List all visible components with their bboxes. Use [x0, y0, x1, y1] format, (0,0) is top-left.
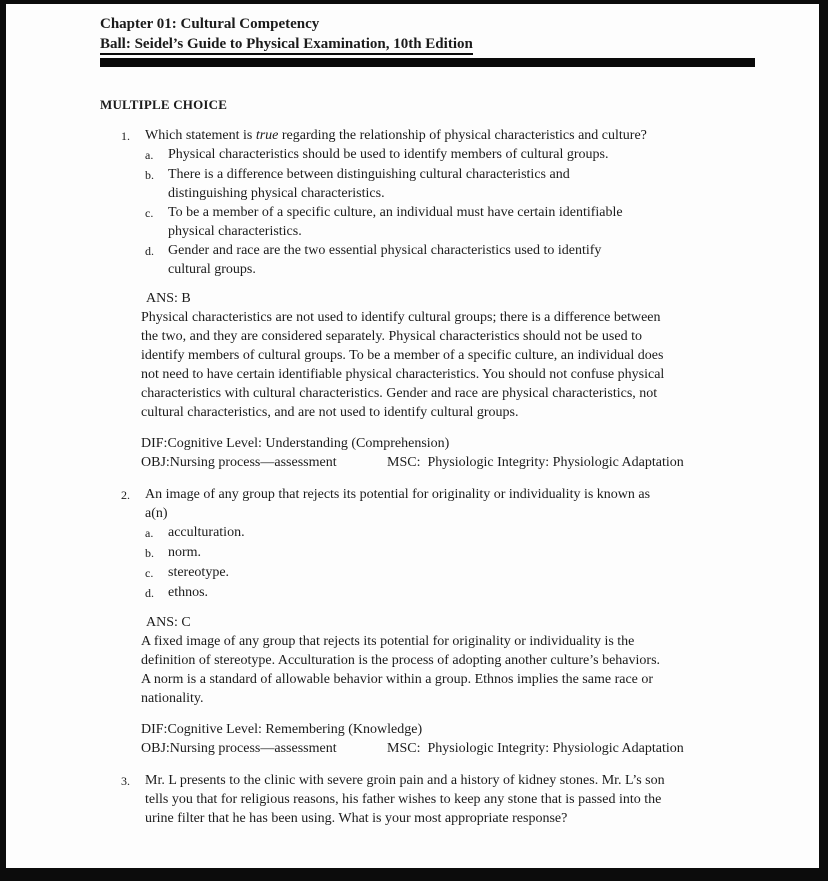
rationale-line: definition of stereotype. Acculturation is the process of adopting another culture’s behaviors. — [141, 653, 661, 668]
dif-line: DIF:Cognitive Level: Remembering (Knowledge) — [141, 722, 423, 737]
page-header — [100, 14, 819, 67]
obj-msc-line — [141, 739, 757, 758]
answer-block — [141, 289, 757, 422]
obj-value: OBJ:Nursing process—assessment — [141, 455, 337, 470]
rationale-line: Physical characteristics are not used to identify cultural groups; there is a difference between — [141, 310, 661, 325]
option-letter: b. — [145, 168, 154, 182]
question-1 — [100, 126, 819, 472]
option-letter: a. — [145, 148, 154, 162]
rationale-line: nationality. — [141, 691, 204, 706]
question-metadata — [141, 720, 757, 758]
answer-label: ANS: C — [146, 615, 191, 630]
prompt-line: Mr. L presents to the clinic with severe groin pain and a history of kidney stones. Mr. L’s son — [145, 773, 665, 788]
rationale-line: cultural characteristics, and are not used to identify cultural groups. — [141, 405, 519, 420]
obj-value: OBJ:Nursing process—assessment — [141, 741, 337, 756]
option-text: Physical characteristics should be used to identify members of cultural groups. — [168, 147, 609, 162]
header-rule — [100, 58, 755, 67]
option-letter: c. — [145, 566, 154, 580]
option-line: To be a member of a specific culture, an individual must have certain identifiable — [168, 205, 623, 220]
rationale-text — [141, 632, 741, 708]
question-number: 3. — [121, 774, 130, 788]
option-line: cultural groups. — [168, 262, 256, 277]
question-text — [145, 126, 757, 145]
question-2 — [100, 485, 819, 758]
section-heading: MULTIPLE CHOICE — [100, 97, 228, 112]
answer-option-c — [145, 203, 757, 241]
answer-option-d — [145, 583, 757, 603]
option-line: physical characteristics. — [168, 224, 302, 239]
prompt-line: a(n) — [145, 506, 168, 521]
msc-value: MSC: Physiologic Integrity: Physiologic Adaptation — [387, 455, 684, 470]
question-body — [145, 771, 757, 828]
rationale-line: A norm is a standard of allowable behavior within a group. Ethnos implies the same race or — [141, 672, 654, 687]
question-body — [141, 126, 757, 472]
question-number: 1. — [121, 129, 130, 143]
chapter-title: Chapter 01: Cultural Competency — [100, 16, 320, 32]
option-letter: c. — [145, 206, 154, 220]
answer-option-b — [145, 165, 757, 203]
prompt-line: An image of any group that rejects its potential for originality or individuality is known as — [145, 487, 651, 502]
rationale-line: characteristics with cultural characteristics. Gender and race are physical characteristics, not — [141, 386, 658, 401]
option-text: norm. — [168, 545, 202, 560]
option-text — [168, 241, 688, 279]
answer-option-c — [145, 563, 757, 583]
option-text — [168, 203, 688, 241]
obj-msc-line — [141, 453, 757, 472]
answer-option-b — [145, 543, 757, 563]
answer-option-d — [145, 241, 757, 279]
question-body — [141, 485, 757, 758]
option-line: Gender and race are the two essential physical characteristics used to identify — [168, 243, 602, 258]
question-metadata — [141, 434, 757, 472]
msc-value: MSC: Physiologic Integrity: Physiologic Adaptation — [387, 741, 684, 756]
question-3 — [100, 771, 819, 828]
question-number: 2. — [121, 488, 130, 502]
rationale-line: identify members of cultural groups. To be a member of a specific culture, an individual does — [141, 348, 664, 363]
question-text — [145, 771, 757, 828]
answer-options — [145, 523, 757, 603]
option-line: There is a difference between distinguishing cultural characteristics and — [168, 167, 570, 182]
rationale-text — [141, 308, 741, 422]
answer-option-a — [145, 145, 757, 165]
answer-options — [145, 145, 757, 279]
question-text — [145, 485, 757, 523]
option-letter: b. — [145, 546, 154, 560]
page-content — [6, 4, 819, 828]
book-title: Ball: Seidel’s Guide to Physical Examination, 10th Edition — [100, 35, 473, 55]
option-text: ethnos. — [168, 585, 209, 600]
rationale-line: not need to have certain identifiable physical characteristics. You should not confuse physical — [141, 367, 665, 382]
answer-block — [141, 613, 757, 708]
prompt-italic-text: true — [255, 128, 279, 143]
rationale-line: A fixed image of any group that rejects its potential for originality or individuality is the — [141, 634, 635, 649]
option-text: acculturation. — [168, 525, 245, 540]
prompt-line: urine filter that he has been using. What is your most appropriate response? — [145, 811, 568, 826]
prompt-line: tells you that for religious reasons, his father wishes to keep any stone that is passed into the — [145, 792, 662, 807]
prompt-text: Which statement is — [145, 128, 256, 143]
option-letter: d. — [145, 586, 154, 600]
option-text: stereotype. — [168, 565, 230, 580]
option-text — [168, 165, 688, 203]
answer-option-a — [145, 523, 757, 543]
rationale-line: the two, and they are considered separately. Physical characteristics should not be used to — [141, 329, 642, 344]
dif-line: DIF:Cognitive Level: Understanding (Comprehension) — [141, 436, 450, 451]
option-line: distinguishing physical characteristics. — [168, 186, 385, 201]
option-letter: a. — [145, 526, 154, 540]
prompt-text: regarding the relationship of physical characteristics and culture? — [278, 128, 647, 143]
answer-label: ANS: B — [146, 291, 191, 306]
option-letter: d. — [145, 244, 154, 258]
